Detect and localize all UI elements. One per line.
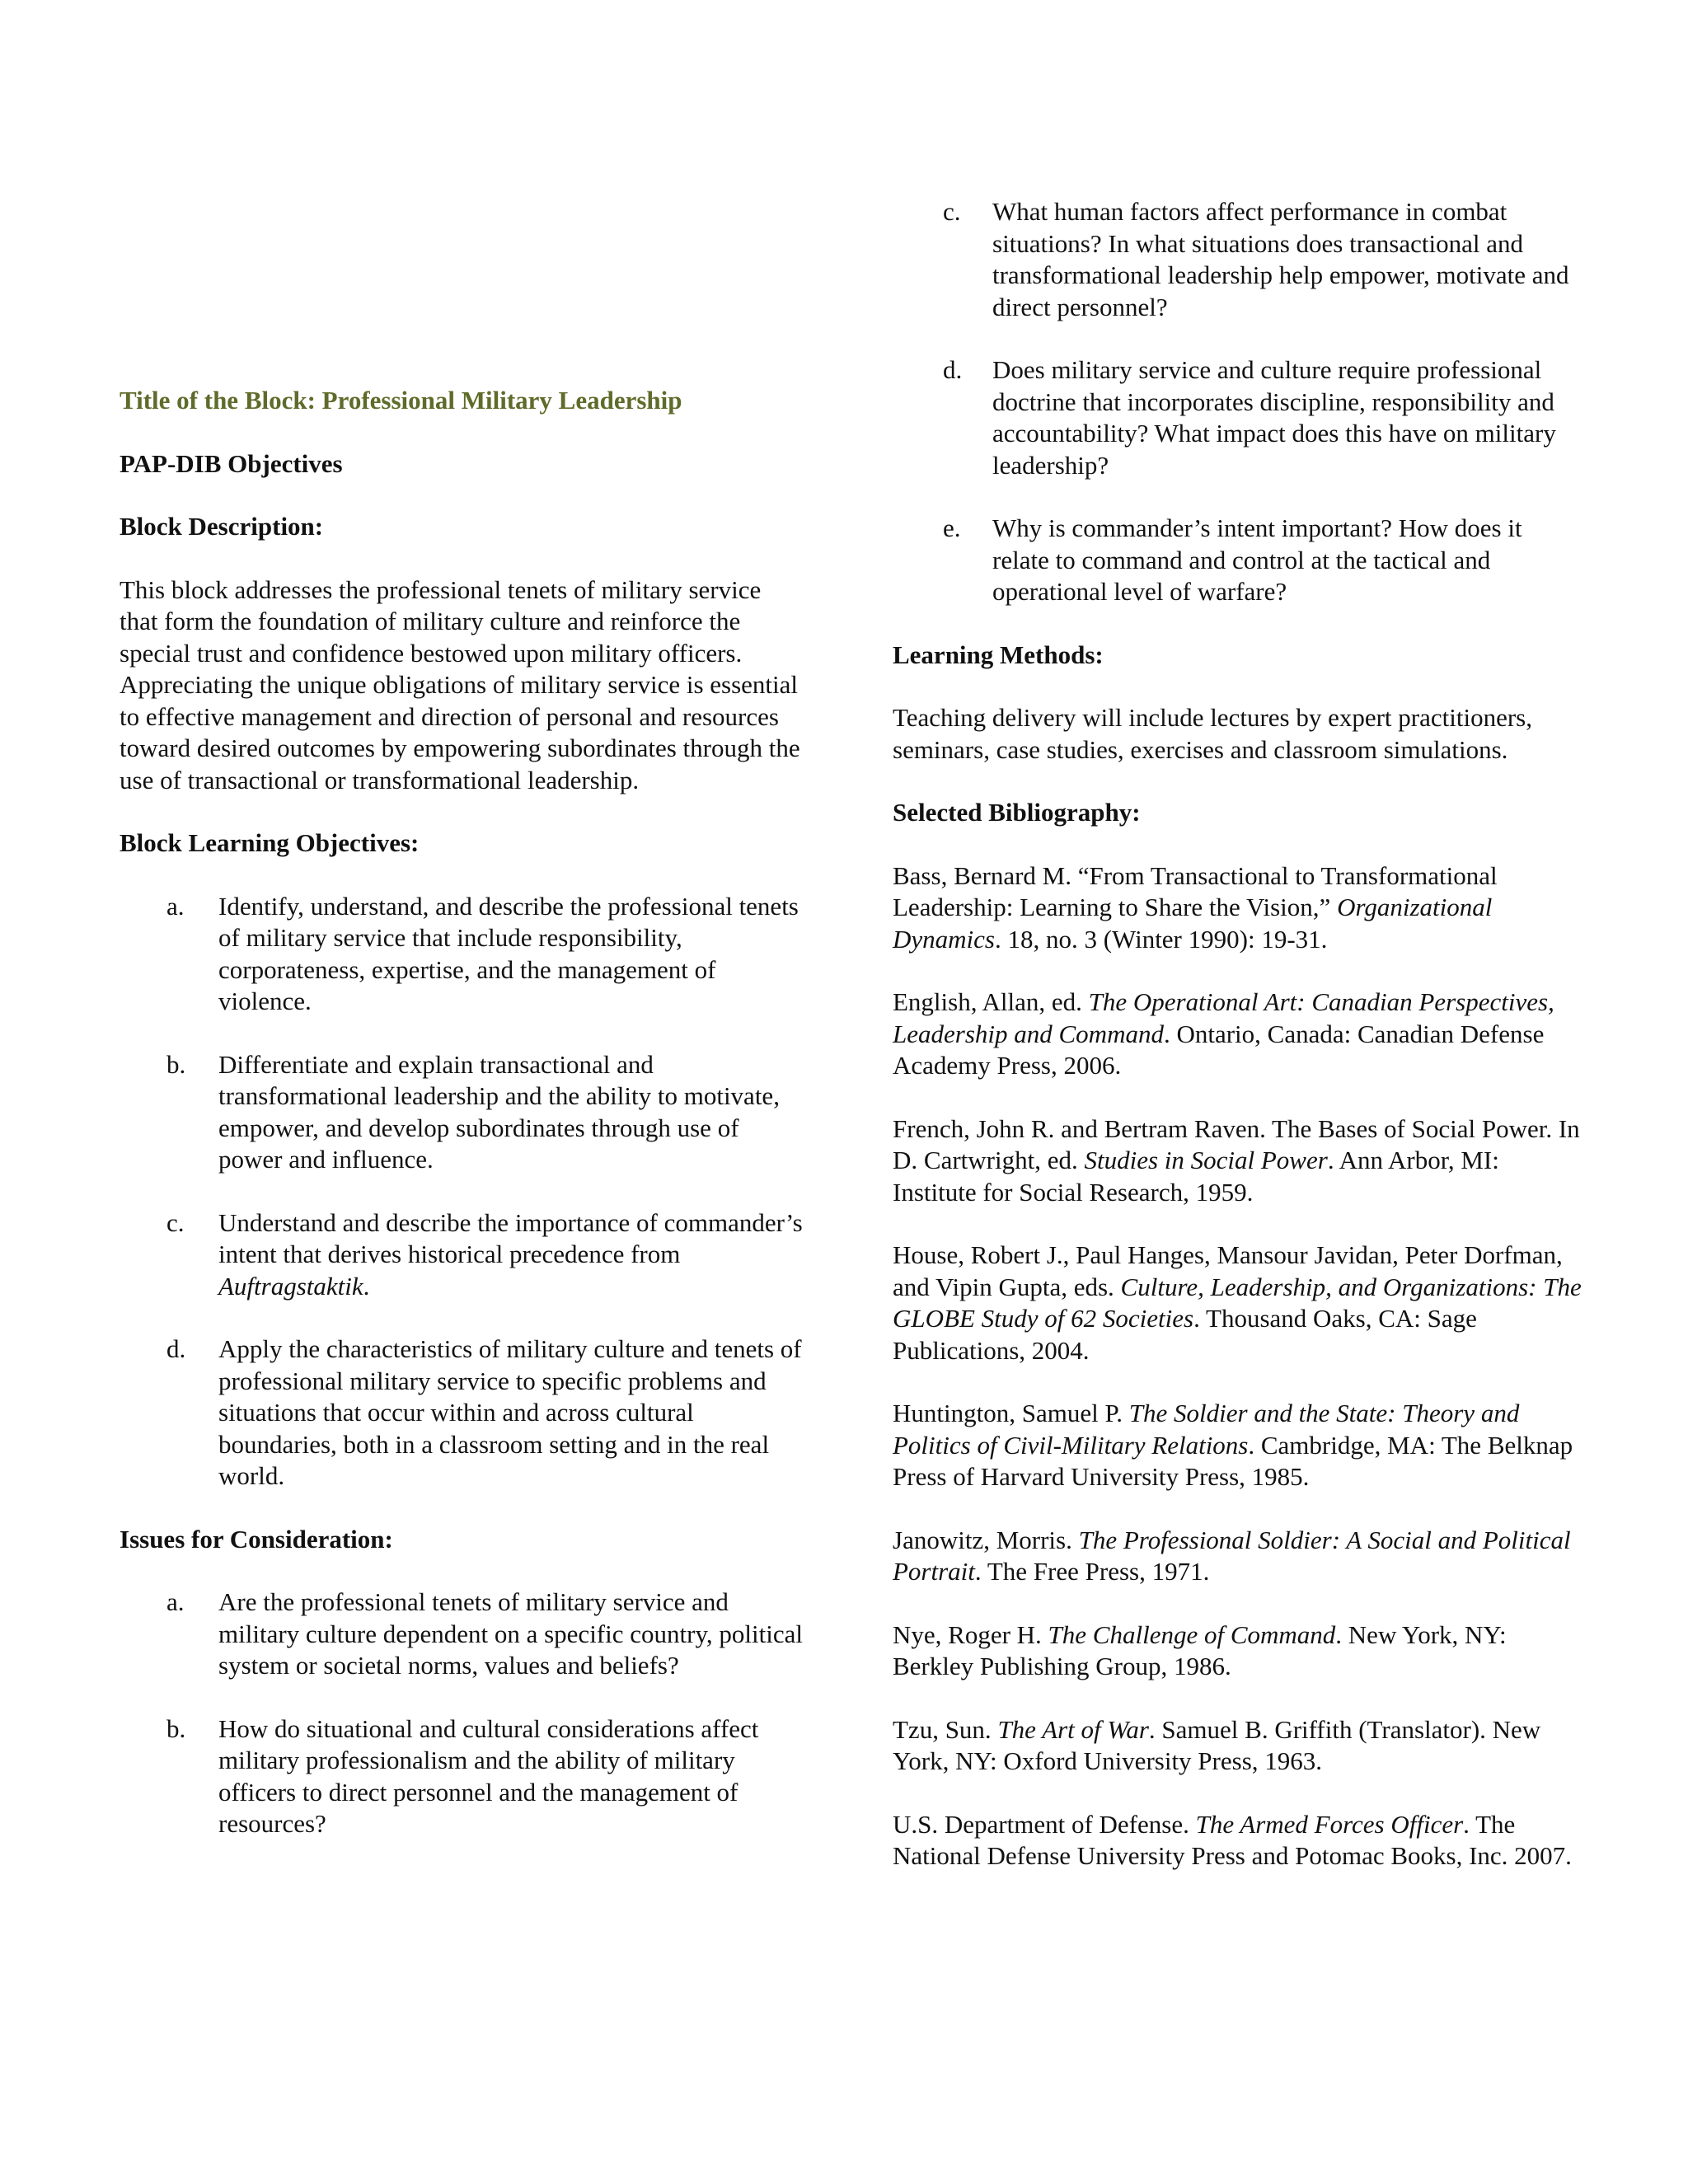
methods-heading: Learning Methods:	[893, 640, 1104, 669]
list-item	[893, 196, 1585, 323]
bibliography-entry	[893, 1714, 1585, 1778]
item-text: Differentiate and explain transactional and transformational leadership and the ability to motivate, empower, and develop subordinates through use of power and influence.	[218, 1049, 780, 1174]
bibliography-entry	[893, 987, 1585, 1082]
item-text: Are the professional tenets of military service and military culture dependent on a specific country, political system or societal norms, values and beliefs?	[218, 1587, 804, 1680]
item-label: a.	[166, 891, 185, 921]
item-label: c.	[166, 1207, 185, 1237]
entry-title: The Professional Soldier: A Social and Political Portrait	[893, 1525, 1571, 1586]
entry-text: Nye, Roger H.	[893, 1619, 1048, 1649]
item-text-italic: Auftragstaktik	[218, 1271, 363, 1301]
item-text: Identify, understand, and describe the professional tenets of military service that include responsibility, corporateness, expertise, and the management of violence.	[218, 891, 799, 1015]
entry-text: Tzu, Sun.	[893, 1714, 998, 1744]
bibliography-entry	[893, 1619, 1585, 1683]
list-item	[120, 1586, 804, 1682]
entry-title: Culture, Leadership, and Organizations: The GLOBE Study of 62 Societies	[893, 1272, 1582, 1333]
item-text: Why is commander’s intent important? How does it relate to command and control at the tactical and operational level of warfare?	[992, 513, 1522, 606]
entry-text: House, Robert J., Paul Hanges, Mansour Javidan, Peter Dorfman, and Vipin Gupta, eds.	[893, 1240, 1563, 1301]
bibliography-entry	[893, 860, 1585, 956]
entry-text: . Cambridge, MA: The Belknap Press of Harvard University Press, 1985.	[893, 1430, 1573, 1491]
entry-title: Organizational Dynamics	[893, 893, 1493, 954]
item-text: What human factors affect performance in combat situations? In what situations does transactional and transformational leadership help empower, motivate and direct personnel?	[992, 197, 1569, 321]
description-heading: Block Description:	[120, 512, 324, 541]
item-label: d.	[943, 355, 963, 384]
entry-text: . Samuel B. Griffith (Translator). New York, NY: Oxford University Press, 1963.	[893, 1714, 1541, 1775]
list-item	[120, 1333, 804, 1493]
entry-text: . Ann Arbor, MI: Institute for Social Research, 1959.	[893, 1146, 1499, 1207]
entry-text: U.S. Department of Defense.	[893, 1809, 1196, 1839]
bibliography-heading: Selected Bibliography:	[893, 798, 1141, 827]
entry-title: Studies in Social Power	[1084, 1146, 1328, 1174]
entry-text: English, Allan, ed.	[893, 987, 1089, 1016]
list-item	[893, 513, 1585, 608]
issues-list-continued	[893, 196, 1585, 608]
entry-text: . The Free Press, 1971.	[974, 1557, 1210, 1586]
entry-title: The Art of War	[997, 1714, 1149, 1744]
objectives-heading: PAP-DIB Objectives	[120, 448, 343, 478]
item-label: d.	[166, 1334, 186, 1363]
item-label: b.	[166, 1713, 186, 1743]
list-item	[120, 1713, 804, 1840]
bibliography-entry	[893, 1809, 1585, 1872]
methods-text: Teaching delivery will include lectures by expert practitioners, seminars, case studies, exercises and classroom simulations.	[893, 703, 1532, 764]
item-text	[218, 1207, 804, 1303]
entry-text: Huntington, Samuel P.	[893, 1399, 1129, 1427]
entry-text: . New York, NY: Berkley Publishing Group, 1986.	[893, 1619, 1507, 1680]
entry-title: The Soldier and the State: Theory and Politics of Civil-Military Relations	[893, 1399, 1520, 1460]
block-title: Title of the Block: Professional Military Leadership	[120, 386, 682, 415]
list-item	[120, 1207, 804, 1303]
item-label: c.	[943, 197, 961, 226]
item-label: a.	[166, 1587, 185, 1616]
learning-objectives-list	[120, 891, 804, 1493]
item-label: b.	[166, 1049, 186, 1079]
issues-heading: Issues for Consideration:	[120, 1524, 393, 1554]
learning-objectives-heading: Block Learning Objectives:	[120, 828, 420, 857]
left-column	[120, 385, 804, 1840]
item-text-before: Understand and describe the importance of commander’s intent that derives historical precedence from	[218, 1207, 803, 1268]
bibliography-entry	[893, 1525, 1585, 1588]
item-text-after: .	[363, 1271, 370, 1301]
bibliography-list	[893, 860, 1585, 1872]
item-text: Apply the characteristics of military culture and tenets of professional military service to specific problems and situations that occur within and across cultural boundaries, both in a classroom setting and in the real world.	[218, 1334, 802, 1490]
entry-title: The Operational Art: Canadian Perspectives, Leadership and Command	[893, 987, 1554, 1048]
list-item	[120, 891, 804, 1018]
entry-text: Bass, Bernard M. “From Transactional to Transformational Leadership: Learning to Share the Vision,”	[893, 860, 1498, 921]
list-item	[120, 1049, 804, 1176]
right-column	[893, 196, 1585, 1872]
item-text: How do situational and cultural considerations affect military professionalism and the ability of military officers to direct personnel and the management of resources?	[218, 1713, 759, 1838]
entry-title: The Armed Forces Officer	[1195, 1809, 1464, 1839]
item-text: Does military service and culture require professional doctrine that incorporates discipline, responsibility and accountability? What impact does this have on military leadership?	[992, 355, 1556, 480]
entry-text: . Thousand Oaks, CA: Sage Publications, 2004.	[893, 1304, 1477, 1365]
bibliography-entry	[893, 1398, 1585, 1493]
list-item	[893, 354, 1585, 481]
bibliography-entry	[893, 1113, 1585, 1209]
item-label: e.	[943, 513, 961, 542]
entry-text: . The National Defense University Press and Potomac Books, Inc. 2007.	[893, 1809, 1572, 1870]
entry-text: . 18, no. 3 (Winter 1990): 19-31.	[994, 924, 1328, 954]
bibliography-entry	[893, 1240, 1585, 1366]
entry-title: The Challenge of Command	[1048, 1619, 1336, 1649]
entry-text: . Ontario, Canada: Canadian Defense Academy Press, 2006.	[893, 1019, 1545, 1080]
entry-text: Janowitz, Morris.	[893, 1525, 1079, 1554]
entry-text: French, John R. and Bertram Raven. The Bases of Social Power. In D. Cartwright, ed.	[893, 1113, 1580, 1174]
issues-list	[120, 1586, 804, 1840]
block-description: This block addresses the professional tenets of military service that form the foundation of military culture and reinforce the special trust and confidence bestowed upon military officers. Appreciating the unique obligations of military service is essential to effective management and direction of personal and resources toward desired outcomes by empowering subordinates through the use of transactional or transformational leadership.	[120, 574, 800, 794]
